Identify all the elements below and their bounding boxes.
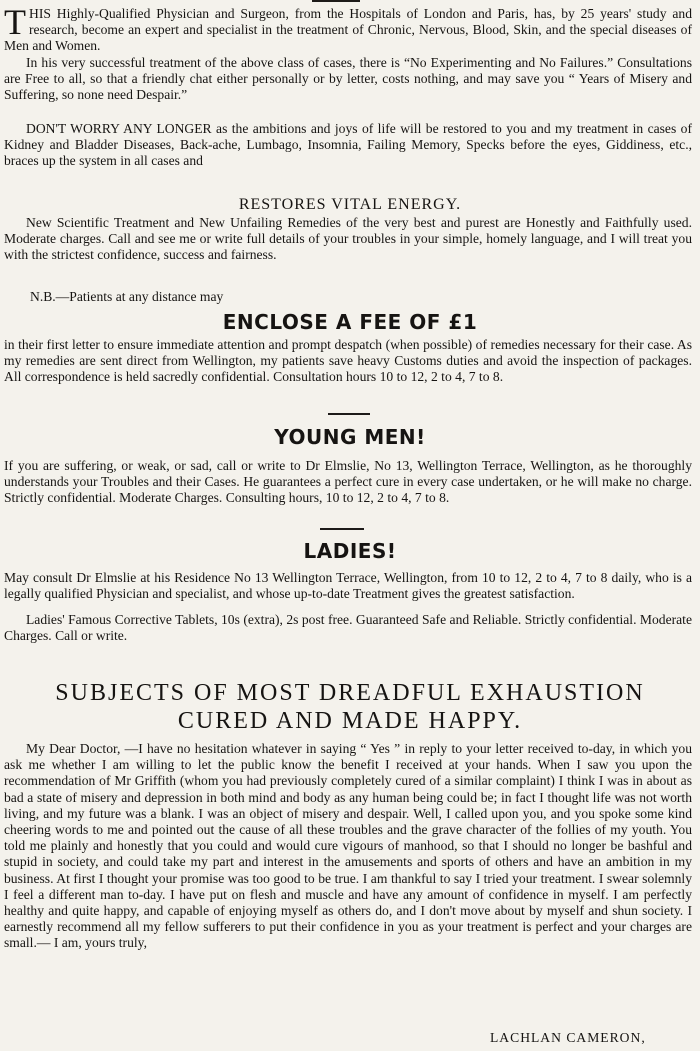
subjects-heading-line-2: CURED AND MADE HAPPY. xyxy=(177,708,523,734)
corrective-tablets-paragraph: Ladies' Famous Corrective Tablets, 10s (extra), 2s post free. Guaranteed Safe and Reliable. Strictly confidential. Moderate Charges. Call or write. xyxy=(4,612,692,644)
signature: LACHLAN CAMERON, xyxy=(490,1030,646,1045)
ladies-paragraph: May consult Dr Elmslie at his Residence No 13 Wellington Terrace, Wellington, from 10 to 12, 2 to 4, 7 to 8 daily, who is a legally qualified Physician and specialist, and whose up-to-date Treatment gives the greatest satisfaction. xyxy=(4,570,692,602)
ladies-heading: LADIES! xyxy=(303,539,397,563)
young-men-heading: YOUNG MEN! xyxy=(274,425,426,449)
top-rule xyxy=(312,0,360,2)
enclose-fee-heading: ENCLOSE A FEE OF £1 xyxy=(222,310,478,334)
restores-vital-energy-heading: RESTORES VITAL ENERGY. xyxy=(238,196,462,213)
new-scientific-paragraph: New Scientific Treatment and New Unfailing Remedies of the very best and purest are Honestly and Faithfully used. Moderate charges. Call and see me or write full details of your troubles in your simple, homely language, and I will treat you with the strictest confidence, success and fairness. xyxy=(4,215,692,263)
subjects-heading-line-1: SUBJECTS OF MOST DREADFUL EXHAUSTION xyxy=(55,680,645,706)
dont-worry-paragraph: DON'T WORRY ANY LONGER as the ambitions and joys of life will be restored to you and my treatment in cases of Kidney and Bladder Diseases, Back-ache, Lumbago, Insomnia, Failing Memory, Specks before the eyes, Giddiness, etc., braces up the system in all cases and xyxy=(4,121,692,169)
drop-cap: T xyxy=(4,2,26,42)
intro-paragraph xyxy=(4,2,692,54)
rule-before-ladies xyxy=(320,528,364,530)
no-experimenting-paragraph: In his very successful treatment of the above class of cases, there is “No Experimenting and No Failures.” Consultations are Free to all, so that a friendly chat either personally or by letter, costs nothing, and may save you “ Years of Misery and Suffering, so none need Despair.” xyxy=(4,55,692,103)
nb-paragraph: N.B.—Patients at any distance may xyxy=(30,289,224,304)
testimonial-letter: My Dear Doctor, —I have no hesitation whatever in saying “ Yes ” in reply to your letter received to-day, in which you ask me whether I am willing to let the public know the benefit I received at your hands. When I saw you upon the recommendation of Mr Griffith (whom you had previously completely cured of a similar complaint) I think I was in about as bad a state of misery and depression in both mind and body as any human being could be; in fact I thought life was not worth living, and my future was a blank. I was an object of misery and despair. Well, I called upon you, and you spoke some kind cheering words to me and pointed out the cause of all these troubles and the grave character of the follies of my youth. You told me plainly and honestly that you could and would cure vigours of manhood, so that I should no longer be bashful and stupid in society, and could take my part and interest in the amusements and sports of others and have an ambition in my business. At first I thought your promise was too good to be true. I am thankful to say I tried your treatment. I swear solemnly I feel a different man to-day. I have put on flesh and muscle and have any amount of confidence in myself. I am perfectly healthy and quite happy, and capable of enjoying myself as others do, and I don't move about by myself and shun society. I earnestly recommend all my fellow sufferers to put their confidence in you as your treatment is perfect and your charges are small.— I am, yours truly, xyxy=(4,741,692,951)
young-men-paragraph: If you are suffering, or weak, or sad, call or write to Dr Elmslie, No 13, Wellington Terrace, Wellington, as he thoroughly understands your Troubles and their Cases. He guarantees a perfect cure in every case undertaken, or he will make no charge. Strictly confidential. Moderate Charges. Consulting hours, 10 to 12, 2 to 4, 7 to 8. xyxy=(4,458,692,506)
fee-paragraph: in their first letter to ensure immediate attention and prompt despatch (when possible) of remedies necessary for their case. As my remedies are sent direct from Wellington, my patients save heavy Customs duties and avoid the inspection of packages. All correspondence is held sacredly confidential. Consultation hours 10 to 12, 2 to 4, 7 to 8. xyxy=(4,337,692,385)
rule-before-young-men xyxy=(328,413,370,415)
intro-text: HIS Highly-Qualified Physician and Surgeon, from the Hospitals of London and Paris, has, by 25 years' study and research, become an expert and specialist in the treatment of Chronic, Nervous, Blood, Skin, and the special diseases of Men and Women. xyxy=(4,6,692,54)
